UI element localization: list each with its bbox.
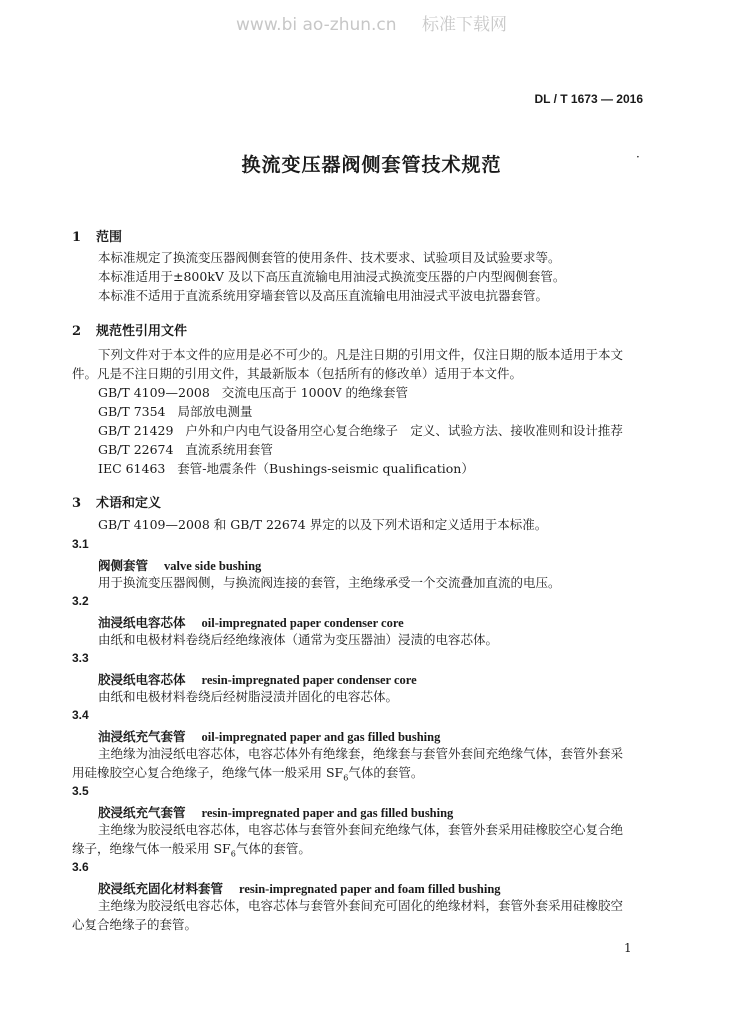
term-definition: 主绝缘为胶浸纸电容芯体，电容芯体与套管外套间充可固化的绝缘材料，套管外套采用硅橡胶空	[98, 898, 624, 913]
references-intro-line-1: 下列文件对于本文件的应用是必不可少的。凡是注日期的引用文件，仅注日期的版本适用于本文	[98, 347, 624, 362]
term-heading	[98, 556, 261, 574]
section-3-heading	[72, 492, 161, 511]
term-english: resin-impregnated paper condenser core	[201, 673, 417, 687]
definition-text: 缘子，绝缘气体一般采用 SF	[72, 841, 231, 856]
watermark	[0, 10, 743, 35]
term-definition: 主绝缘为油浸纸电容芯体，电容芯体外有绝缘套，绝缘套与套管外套间充绝缘气体，套管外套采	[98, 746, 624, 761]
scope-paragraph-3: 本标准不适用于直流系统用穿墙套管以及高压直流输电用油浸式平波电抗器套管。	[98, 288, 549, 303]
reference-title: 户外和户内电气设备用空心复合绝缘子 定义、试验方法、接收准则和设计推荐	[185, 423, 623, 438]
document-number: DL / T 1673 — 2016	[534, 92, 643, 106]
term-number: 3.2	[72, 594, 89, 608]
scope-paragraph-2: 本标准适用于±800kV 及以下高压直流输电用油浸式换流变压器的户内型阀侧套管。	[98, 269, 566, 284]
term-chinese: 胶浸纸充固化材料套管	[98, 881, 224, 896]
section-2-heading	[72, 320, 187, 339]
scope-paragraph-1: 本标准规定了换流变压器阀侧套管的使用条件、技术要求、试验项目及试验要求等。	[98, 250, 561, 265]
term-heading	[98, 879, 501, 897]
reference-item	[98, 402, 252, 421]
term-definition-continued	[72, 839, 311, 864]
term-definition: 用于换流变压器阀侧，与换流阀连接的套管，主绝缘承受一个交流叠加直流的电压。	[98, 575, 561, 590]
section-number: 1	[72, 230, 82, 245]
term-heading	[98, 613, 404, 631]
term-number: 3.3	[72, 651, 89, 665]
reference-code: GB/T 7354	[98, 404, 166, 419]
reference-title: 局部放电测量	[177, 404, 253, 419]
section-number: 3	[72, 496, 82, 511]
term-chinese: 油浸纸电容芯体	[98, 615, 186, 630]
stray-dot: ·	[636, 150, 640, 164]
term-english: oil-impregnated paper condenser core	[201, 616, 404, 630]
section-title: 范围	[96, 230, 123, 245]
page-number: 1	[624, 941, 632, 955]
term-english: resin-impregnated paper and gas filled bushing	[201, 806, 454, 820]
section-1-heading	[72, 226, 122, 245]
reference-title: 套管-地震条件（Bushings-seismic qualification）	[177, 461, 474, 476]
term-number: 3.6	[72, 860, 89, 874]
watermark-site: www.bi ao-zhun.cn	[236, 15, 397, 35]
subscript: 6	[343, 773, 349, 783]
references-intro-line-2: 件。凡是不注日期的引用文件，其最新版本（包括所有的修改单）适用于本文件。	[72, 366, 523, 381]
term-chinese: 胶浸纸电容芯体	[98, 672, 186, 687]
definition-text: 气体的套管。	[235, 841, 311, 856]
term-definition: 由纸和电极材料卷绕后经绝缘液体（通常为变压器油）浸渍的电容芯体。	[98, 632, 499, 647]
term-english: oil-impregnated paper and gas filled bushing	[201, 730, 441, 744]
term-definition-continued: 心复合绝缘子的套管。	[72, 917, 198, 932]
reference-code: GB/T 22674	[98, 442, 174, 457]
term-number: 3.5	[72, 784, 89, 798]
term-definition: 主绝缘为胶浸纸电容芯体，电容芯体与套管外套间充绝缘气体，套管外套采用硅橡胶空心复合绝	[98, 822, 624, 837]
reference-title: 直流系统用套管	[185, 442, 273, 457]
subscript: 6	[230, 849, 236, 859]
term-english: valve side bushing	[164, 559, 262, 573]
watermark-name: 标准下载网	[421, 15, 507, 35]
section-title: 规范性引用文件	[96, 324, 188, 339]
term-number: 3.4	[72, 708, 89, 722]
definition-text: 用硅橡胶空心复合绝缘子，绝缘气体一般采用 SF	[72, 765, 344, 780]
reference-code: GB/T 21429	[98, 423, 174, 438]
section-title: 术语和定义	[96, 496, 162, 511]
term-english: resin-impregnated paper and foam filled bushing	[239, 882, 501, 896]
reference-code: GB/T 4109—2008	[98, 385, 210, 400]
reference-item	[98, 421, 623, 440]
term-definition: 由纸和电极材料卷绕后经树脂浸渍并固化的电容芯体。	[98, 689, 399, 704]
term-chinese: 胶浸纸充气套管	[98, 805, 186, 820]
term-chinese: 油浸纸充气套管	[98, 729, 186, 744]
definition-text: 气体的套管。	[348, 765, 424, 780]
term-heading	[98, 670, 417, 688]
reference-code: IEC 61463	[98, 461, 166, 476]
reference-item	[98, 383, 408, 402]
term-number: 3.1	[72, 537, 89, 551]
terms-intro: GB/T 4109—2008 和 GB/T 22674 界定的以及下列术语和定义适用于本标准。	[98, 517, 548, 532]
term-definition-continued	[72, 763, 423, 788]
term-heading	[98, 727, 440, 745]
reference-title: 交流电压高于 1000V 的绝缘套管	[221, 385, 409, 400]
term-chinese: 阀侧套管	[98, 558, 149, 573]
reference-item	[98, 440, 273, 459]
reference-item	[98, 459, 474, 478]
term-heading	[98, 803, 453, 821]
page-title: 换流变压器阀侧套管技术规范	[241, 154, 502, 176]
section-number: 2	[72, 324, 82, 339]
